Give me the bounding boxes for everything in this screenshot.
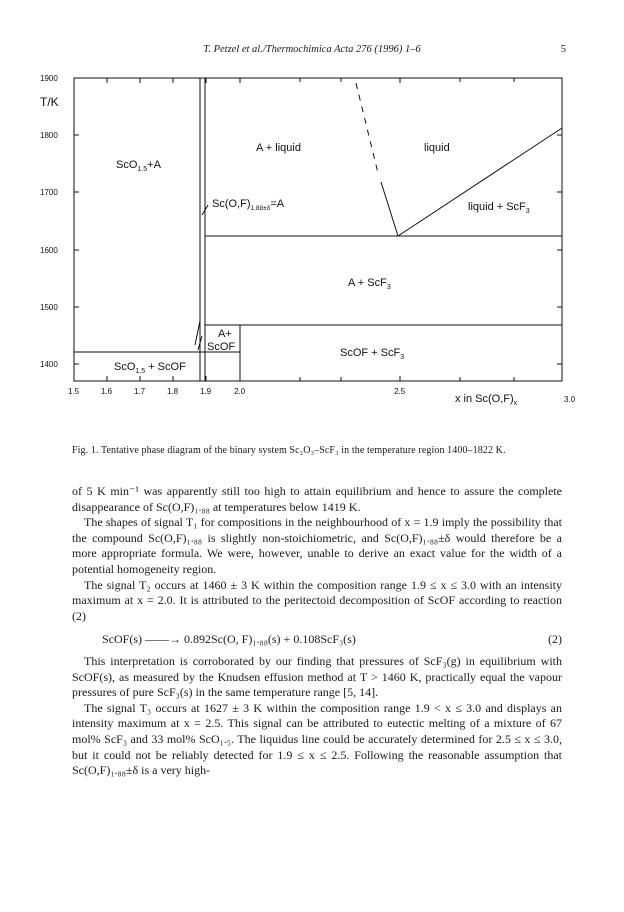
paragraph: The shapes of signal T₁ for compositions in the neighbourhood of x = 1.9 imply the possibility that the compound Sc(O,F)₁.₈₈ is slightly non-stoichiometric, and Sc(O,F)₁.₈₈±δ would therefore be a more appropriate formula. We were, however, unable to derive an exact value for the width of a potential homogeneity region. — [72, 515, 562, 576]
y-tick-label: 1900 — [40, 74, 58, 83]
y-ticks — [74, 78, 562, 364]
equation: ScOF(s) ——→ 0.892Sc(O, F)₁.₈₈(s) + 0.108ScF₃(s) — [102, 632, 356, 647]
region-scof-scf3: ScOF + ScF$_3$ — [340, 347, 405, 361]
equation-number: (2) — [548, 632, 562, 647]
region-liquid: liquid — [424, 142, 450, 154]
x-tick-label: 1.9 — [200, 387, 212, 396]
running-head: T. Petzel et al./Thermochimica Acta 276 (1996) 1–6 — [203, 44, 421, 55]
paragraph: The signal T₃ occurs at 1627 ± 3 K within the composition range 1.9 < x ≤ 3.0 and displays an intensity maximum at x = 2.5. This signal can be attributed to eutectic melting of a mixture of 67 mol% ScF₃ and 33 mol% ScO₁.₅. The liquidus line could be accurately determined for 2.5 ≤ x ≤ 3.0, but it could not be reliably detected for 1.9 ≤ x ≤ 2.5. Following the reasonable assumption that Sc(O,F)₁.₈₈±δ is a very high- — [72, 700, 562, 778]
x-tick-label: 1.7 — [134, 387, 146, 396]
region-a-scf3: A + ScF$_3$ — [348, 277, 391, 291]
liquidus-left — [381, 182, 398, 236]
y-axis-label: T/K — [40, 95, 59, 109]
region-a-liquid: A + liquid — [256, 142, 301, 154]
y-tick-label: 1600 — [40, 246, 58, 255]
y-tick-label: 1700 — [40, 188, 58, 197]
x-ticks — [74, 78, 514, 381]
plot-frame — [74, 78, 562, 381]
paragraph: of 5 K min⁻¹ was apparently still too high to attain equilibrium and hence to assure the complete disappearance of Sc(O,F)₁.₈₈ at temperatures below 1419 K. — [72, 484, 562, 514]
liquidus-right — [398, 128, 562, 236]
y-tick-label: 1500 — [40, 303, 58, 312]
region-scof: ScOF — [207, 341, 236, 353]
equation-block — [72, 624, 562, 654]
x-axis-label: x in $Sc(O,F)_x$ — [455, 393, 518, 407]
paragraph: This interpretation is corroborated by our finding that pressures of ScF₃(g) in equilibrium with ScOF(s), as measured by the Knudsen effusion method at T > 1460 K, practically equal the vapour pressures of pure ScF₃(s) in the same temperature range [5, 14]. — [72, 653, 562, 700]
y-tick-label: 1800 — [40, 131, 58, 140]
region-liquid-scf3: liquid + ScF$_3$ — [468, 201, 530, 215]
y-tick-label: 1400 — [40, 360, 58, 369]
paragraph: The signal T₂ occurs at 1460 ± 3 K within the composition range 1.9 ≤ x ≤ 3.0 with an intensity maximum at x = 2.0. It is attributed to the peritectoid decomposition of ScOF according to reaction (2) — [72, 577, 562, 623]
region-sco15-scof: ScO$_{1.5}$ + ScOF — [114, 361, 186, 375]
phase-diagram-figure — [0, 0, 624, 440]
x-tick-label: 2.0 — [234, 387, 246, 396]
figure-caption: Fig. 1. Tentative phase diagram of the binary system Sc₂O₃–ScF₃ in the temperature region 1400–1822 K. — [72, 445, 506, 456]
boundary-sc-of-tail — [195, 321, 200, 345]
region-sco15-a: ScO$_{1.5}$+A — [116, 159, 161, 173]
x-tick-label: 3.0 — [564, 395, 576, 404]
x-tick-label: 2.5 — [394, 387, 406, 396]
region-a-plus: A+ — [218, 328, 232, 340]
x-tick-label: 1.6 — [101, 387, 113, 396]
x-tick-label: 1.5 — [68, 387, 80, 396]
phase-boundaries — [74, 78, 562, 381]
x-tick-label: 1.8 — [167, 387, 179, 396]
liquidus-dashed — [356, 83, 378, 173]
page-number: 5 — [560, 44, 566, 55]
body-text — [72, 484, 562, 779]
region-sc-of-a: $Sc(O,F)_{1.88\pm\delta}=A$ — [212, 198, 285, 212]
